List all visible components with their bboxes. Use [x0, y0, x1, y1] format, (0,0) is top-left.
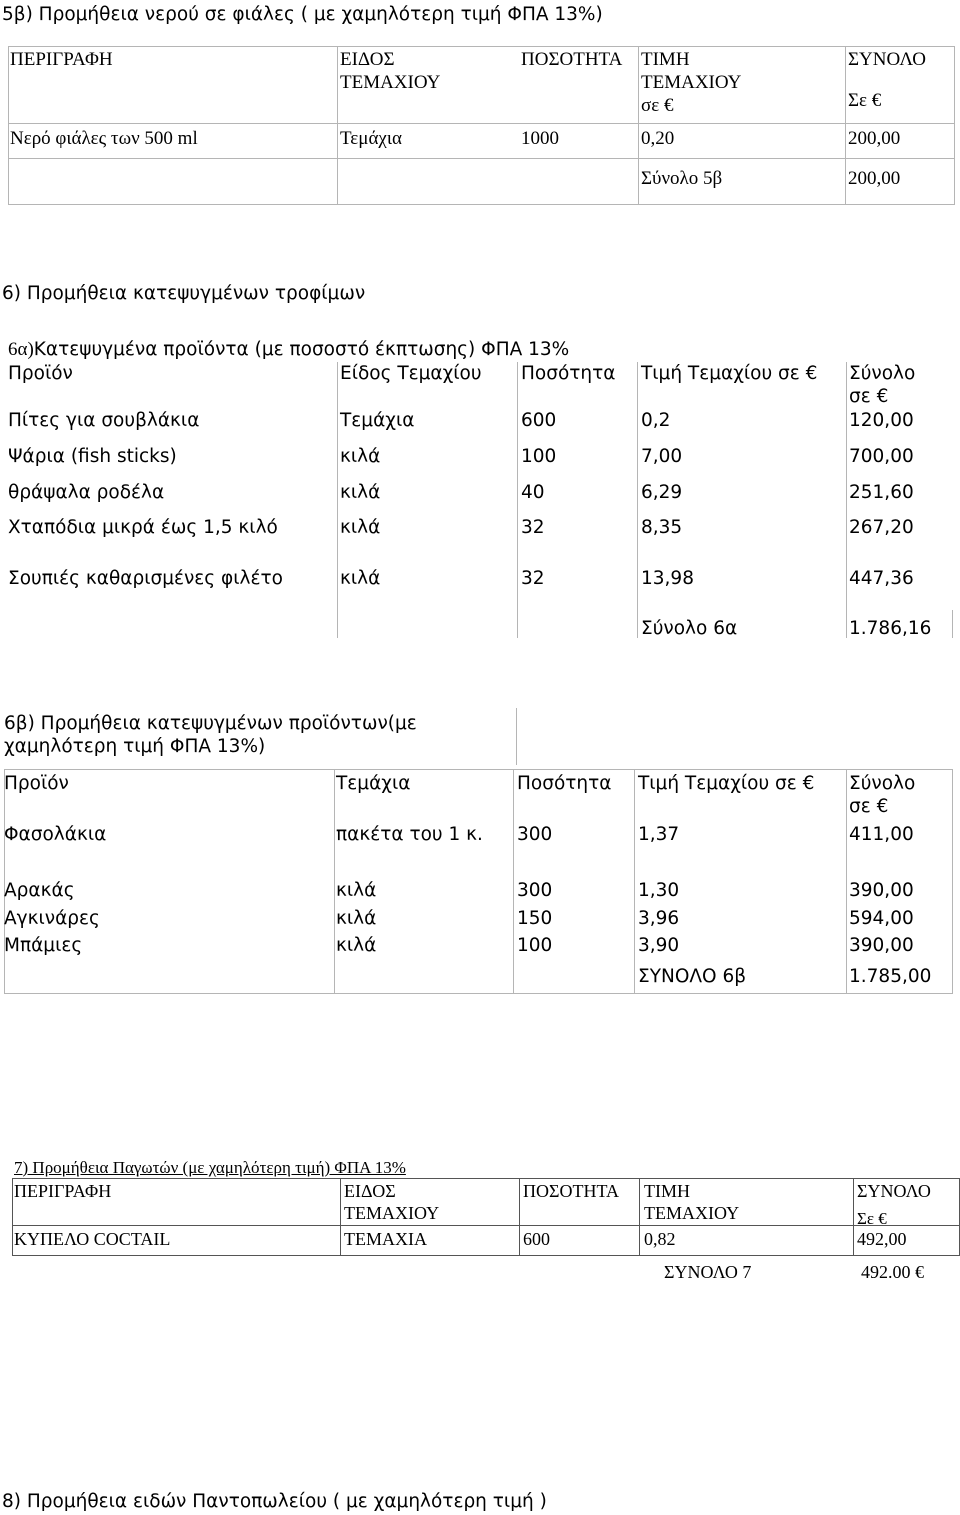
cell-total: 120,00: [849, 410, 914, 431]
col-header-quantity: ΠΟΣΟΤΗΤΑ: [523, 1181, 620, 1201]
cell-product: Χταπόδια μικρά έως 1,5 κιλό: [8, 517, 278, 538]
table-5b-line: [8, 46, 9, 204]
cell-total: 200,00: [848, 128, 901, 149]
col-header-type: ΕΙΔΟΣ: [344, 1181, 396, 1201]
section-6a-heading: Κατεψυγμένα προϊόντα (με ποσοστό έκπτωσης) ΦΠΑ 13%: [33, 339, 570, 360]
section-7-title: 7) Προμήθεια Παγωτών (με χαμηλότερη τιμή) ΦΠΑ 13%: [14, 1158, 406, 1177]
cell-type: κιλά: [340, 568, 381, 589]
sum-label: ΣΥΝΟΛΟ 6β: [638, 966, 747, 987]
table-6b-line: [513, 769, 514, 994]
cell-description: Νερό φιάλες των 500 ml: [10, 128, 198, 149]
col-header-quantity: Ποσότητα: [521, 363, 616, 384]
table-5b-line: [845, 46, 846, 204]
cell-total: 700,00: [849, 446, 914, 467]
sum-value: 492.00 €: [861, 1262, 924, 1282]
cell-total: 594,00: [849, 908, 914, 929]
col-header-price: ΤΙΜΗ: [641, 49, 690, 70]
sum-label: Σύνολο 6α: [641, 618, 738, 639]
cell-quantity: 600: [523, 1229, 550, 1249]
cell-price: 0,82: [644, 1229, 676, 1249]
table-6b-line: [952, 769, 953, 994]
col-header-price: ΤΙΜΗ: [644, 1181, 690, 1201]
cell-total: 447,36: [849, 568, 914, 589]
table-7-line: [12, 1225, 960, 1226]
section-6b-title: χαμηλότερη τιμή ΦΠΑ 13%): [4, 736, 266, 757]
cell-total: 267,20: [849, 517, 914, 538]
cell-price: 13,98: [641, 568, 694, 589]
cell-quantity: 100: [521, 446, 557, 467]
cell-type: κιλά: [336, 880, 377, 901]
cell-price: 1,30: [638, 880, 680, 901]
table-6a-line: [517, 362, 518, 638]
cell-price: 0,20: [641, 128, 675, 149]
table-7-line: [639, 1178, 640, 1256]
cell-type: κιλά: [336, 935, 377, 956]
section-5b-title: 5β) Προμήθεια νερού σε φιάλες ( με χαμηλότερη τιμή ΦΠΑ 13%): [2, 4, 603, 25]
table-7-line: [853, 1178, 854, 1256]
cell-price: 0,2: [641, 410, 671, 431]
sum-value: 1.786,16: [849, 618, 932, 639]
table-7-line: [12, 1178, 13, 1256]
cell-quantity: 150: [517, 908, 553, 929]
cell-total: 492,00: [857, 1229, 907, 1249]
col-header-total: Σε €: [848, 90, 882, 111]
cell-quantity: 32: [521, 517, 545, 538]
table-7-line: [12, 1255, 960, 1256]
cell-product: Ψάρια (fish sticks): [8, 446, 177, 467]
cell-total: 390,00: [849, 880, 914, 901]
col-header-price: ΤΕΜΑΧΙΟΥ: [641, 72, 742, 93]
cell-product: Πίτες για σουβλάκια: [8, 410, 200, 431]
table-7-line: [519, 1178, 520, 1256]
sum-label: Σύνολο 5β: [641, 168, 723, 189]
table-6a-line: [846, 362, 847, 638]
col-header-product: Προϊόν: [8, 363, 73, 384]
col-header-total: σε €: [849, 796, 889, 817]
col-header-price: Τιμή Τεμαχίου σε €: [641, 363, 818, 384]
cell-price: 3,90: [638, 935, 680, 956]
sum-label: ΣΥΝΟΛΟ 7: [664, 1262, 752, 1282]
cell-quantity: 300: [517, 824, 553, 845]
cell-product: Φασολάκια: [4, 824, 107, 845]
cell-quantity: 40: [521, 482, 545, 503]
col-header-type: ΤΕΜΑΧΙΟΥ: [344, 1203, 440, 1223]
col-header-total: Σύνολο: [849, 773, 916, 794]
cell-price: 6,29: [641, 482, 683, 503]
table-7-line: [340, 1178, 341, 1256]
section-6a-title: [8, 339, 569, 362]
cell-product: θράψαλα ροδέλα: [8, 482, 165, 503]
section-6-title: 6) Προμήθεια κατεψυγμένων τροφίμων: [2, 283, 366, 304]
cell-product: Αγκινάρες: [4, 908, 100, 929]
table-7-line: [12, 1178, 960, 1179]
cell-type: κιλά: [340, 482, 381, 503]
table-6b-line: [334, 769, 335, 994]
cell-price: 1,37: [638, 824, 680, 845]
col-header-type: ΕΙΔΟΣ: [340, 49, 395, 70]
table-5b-line: [337, 46, 338, 204]
cell-type: Τεμάχια: [340, 128, 402, 149]
cell-product: Μπάμιες: [4, 935, 83, 956]
col-header-type: Τεμάχια: [336, 773, 411, 794]
cell-type: κιλά: [336, 908, 377, 929]
section-6b-title: 6β) Προμήθεια κατεψυγμένων προϊόντων(με: [4, 713, 417, 734]
table-5b-line: [954, 46, 955, 204]
table-5b-line: [8, 204, 955, 205]
table-5b-line: [8, 158, 955, 159]
col-header-type: Είδος Τεμαχίου: [340, 363, 482, 384]
table-6b-line: [4, 993, 953, 994]
cell-type: πακέτα του 1 κ.: [336, 824, 483, 845]
section-6a-prefix: 6α): [8, 339, 34, 360]
col-header-quantity: ΠΟΣΟΤΗΤΑ: [521, 49, 623, 70]
cell-price: 8,35: [641, 517, 683, 538]
table-6b-line: [634, 769, 635, 994]
table-6a-line: [337, 362, 338, 638]
table-6b-line: [4, 769, 953, 770]
cell-type: κιλά: [340, 517, 381, 538]
col-header-total: Σύνολο: [849, 363, 916, 384]
col-header-price: Τιμή Τεμαχίου σε €: [638, 773, 815, 794]
col-header-price: σε €: [641, 95, 674, 116]
table-5b-line: [638, 46, 639, 204]
table-6a-line: [952, 610, 953, 638]
sum-value: 200,00: [848, 168, 901, 189]
table-6b-line: [846, 769, 847, 994]
col-header-total: ΣΥΝΟΛΟ: [848, 49, 927, 70]
sum-value: 1.785,00: [849, 966, 932, 987]
cell-total: 411,00: [849, 824, 914, 845]
cell-price: 7,00: [641, 446, 683, 467]
col-header-description: ΠΕΡΙΓΡΑΦΗ: [14, 1181, 112, 1201]
cell-type: κιλά: [340, 446, 381, 467]
cell-quantity: 600: [521, 410, 557, 431]
col-header-total: Σε €: [857, 1209, 887, 1228]
cell-total: 251,60: [849, 482, 914, 503]
col-header-total: ΣΥΝΟΛΟ: [857, 1181, 931, 1201]
col-header-product: Προϊόν: [4, 773, 69, 794]
cell-type: ΤΕΜΑΧΙΑ: [344, 1229, 427, 1249]
cell-quantity: 300: [517, 880, 553, 901]
cell-quantity: 100: [517, 935, 553, 956]
section-6b-title-divider: [516, 708, 517, 765]
table-5b-line: [8, 123, 955, 124]
cell-price: 3,96: [638, 908, 680, 929]
col-header-description: ΠΕΡΙΓΡΑΦΗ: [10, 49, 113, 70]
cell-type: Τεμάχια: [340, 410, 415, 431]
col-header-type: ΤΕΜΑΧΙΟΥ: [340, 72, 441, 93]
cell-quantity: 1000: [521, 128, 559, 149]
section-8-title: 8) Προμήθεια ειδών Παντοπωλείου ( με χαμηλότερη τιμή ): [2, 1491, 547, 1512]
cell-quantity: 32: [521, 568, 545, 589]
cell-product: Αρακάς: [4, 880, 75, 901]
cell-description: ΚΥΠΕΛΟ COCTAIL: [14, 1229, 171, 1249]
col-header-quantity: Ποσότητα: [517, 773, 612, 794]
table-5b-line: [8, 46, 955, 47]
cell-total: 390,00: [849, 935, 914, 956]
table-6a-line: [637, 362, 638, 638]
col-header-total: σε €: [849, 386, 889, 407]
cell-product: Σουπιές καθαρισμένες φιλέτο: [8, 568, 283, 589]
col-header-price: ΤΕΜΑΧΙΟΥ: [644, 1203, 740, 1223]
